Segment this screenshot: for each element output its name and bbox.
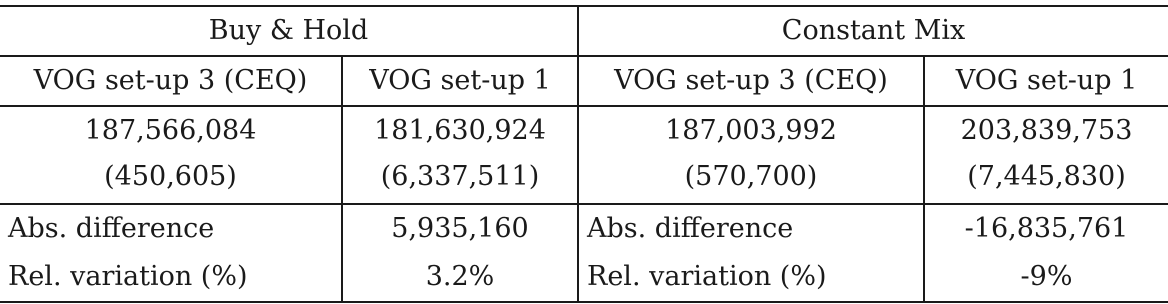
rel-variation-label-bh: Rel. variation (%) bbox=[0, 253, 342, 302]
column-header-row bbox=[0, 56, 1168, 106]
rel-variation-value-cm: -9% bbox=[924, 253, 1168, 302]
abs-difference-value-cm: -16,835,761 bbox=[964, 213, 1129, 244]
column-header-bh-setup1: VOG set-up 1 bbox=[342, 56, 578, 106]
column-header-bh-setup3: VOG set-up 3 (CEQ) bbox=[0, 56, 342, 106]
abs-difference-value-bh: 5,935,160 bbox=[342, 204, 578, 253]
value-bh-setup1: 181,630,924 bbox=[342, 106, 578, 155]
std-error-bh-setup3: (450,605) bbox=[0, 155, 342, 204]
abs-difference-row bbox=[0, 204, 1168, 253]
results-table bbox=[0, 5, 1168, 303]
std-error-cm-setup3: (570,700) bbox=[578, 155, 924, 204]
value-cm-setup3: 187,003,992 bbox=[578, 106, 924, 155]
std-error-bh-setup1: (6,337,511) bbox=[342, 155, 578, 204]
group-header-buy-hold: Buy & Hold bbox=[0, 6, 578, 56]
value-bh-setup3: 187,566,084 bbox=[0, 106, 342, 155]
abs-difference-label-cm: Abs. difference bbox=[578, 204, 924, 253]
column-header-cm-setup3: VOG set-up 3 (CEQ) bbox=[578, 56, 924, 106]
column-header-cm-setup1: VOG set-up 1 bbox=[924, 56, 1168, 106]
std-error-cm-setup1: (7,445,830) bbox=[924, 155, 1168, 204]
rel-variation-label-cm: Rel. variation (%) bbox=[578, 253, 924, 302]
group-header-row bbox=[0, 6, 1168, 56]
std-error-row bbox=[0, 155, 1168, 204]
value-row bbox=[0, 106, 1168, 155]
rel-variation-value-bh: 3.2% bbox=[342, 253, 578, 302]
abs-difference-label-bh: Abs. difference bbox=[0, 204, 342, 253]
value-cm-setup1: 203,839,753 bbox=[960, 115, 1133, 146]
rel-variation-row bbox=[0, 253, 1168, 302]
group-header-constant-mix: Constant Mix bbox=[578, 6, 1168, 56]
